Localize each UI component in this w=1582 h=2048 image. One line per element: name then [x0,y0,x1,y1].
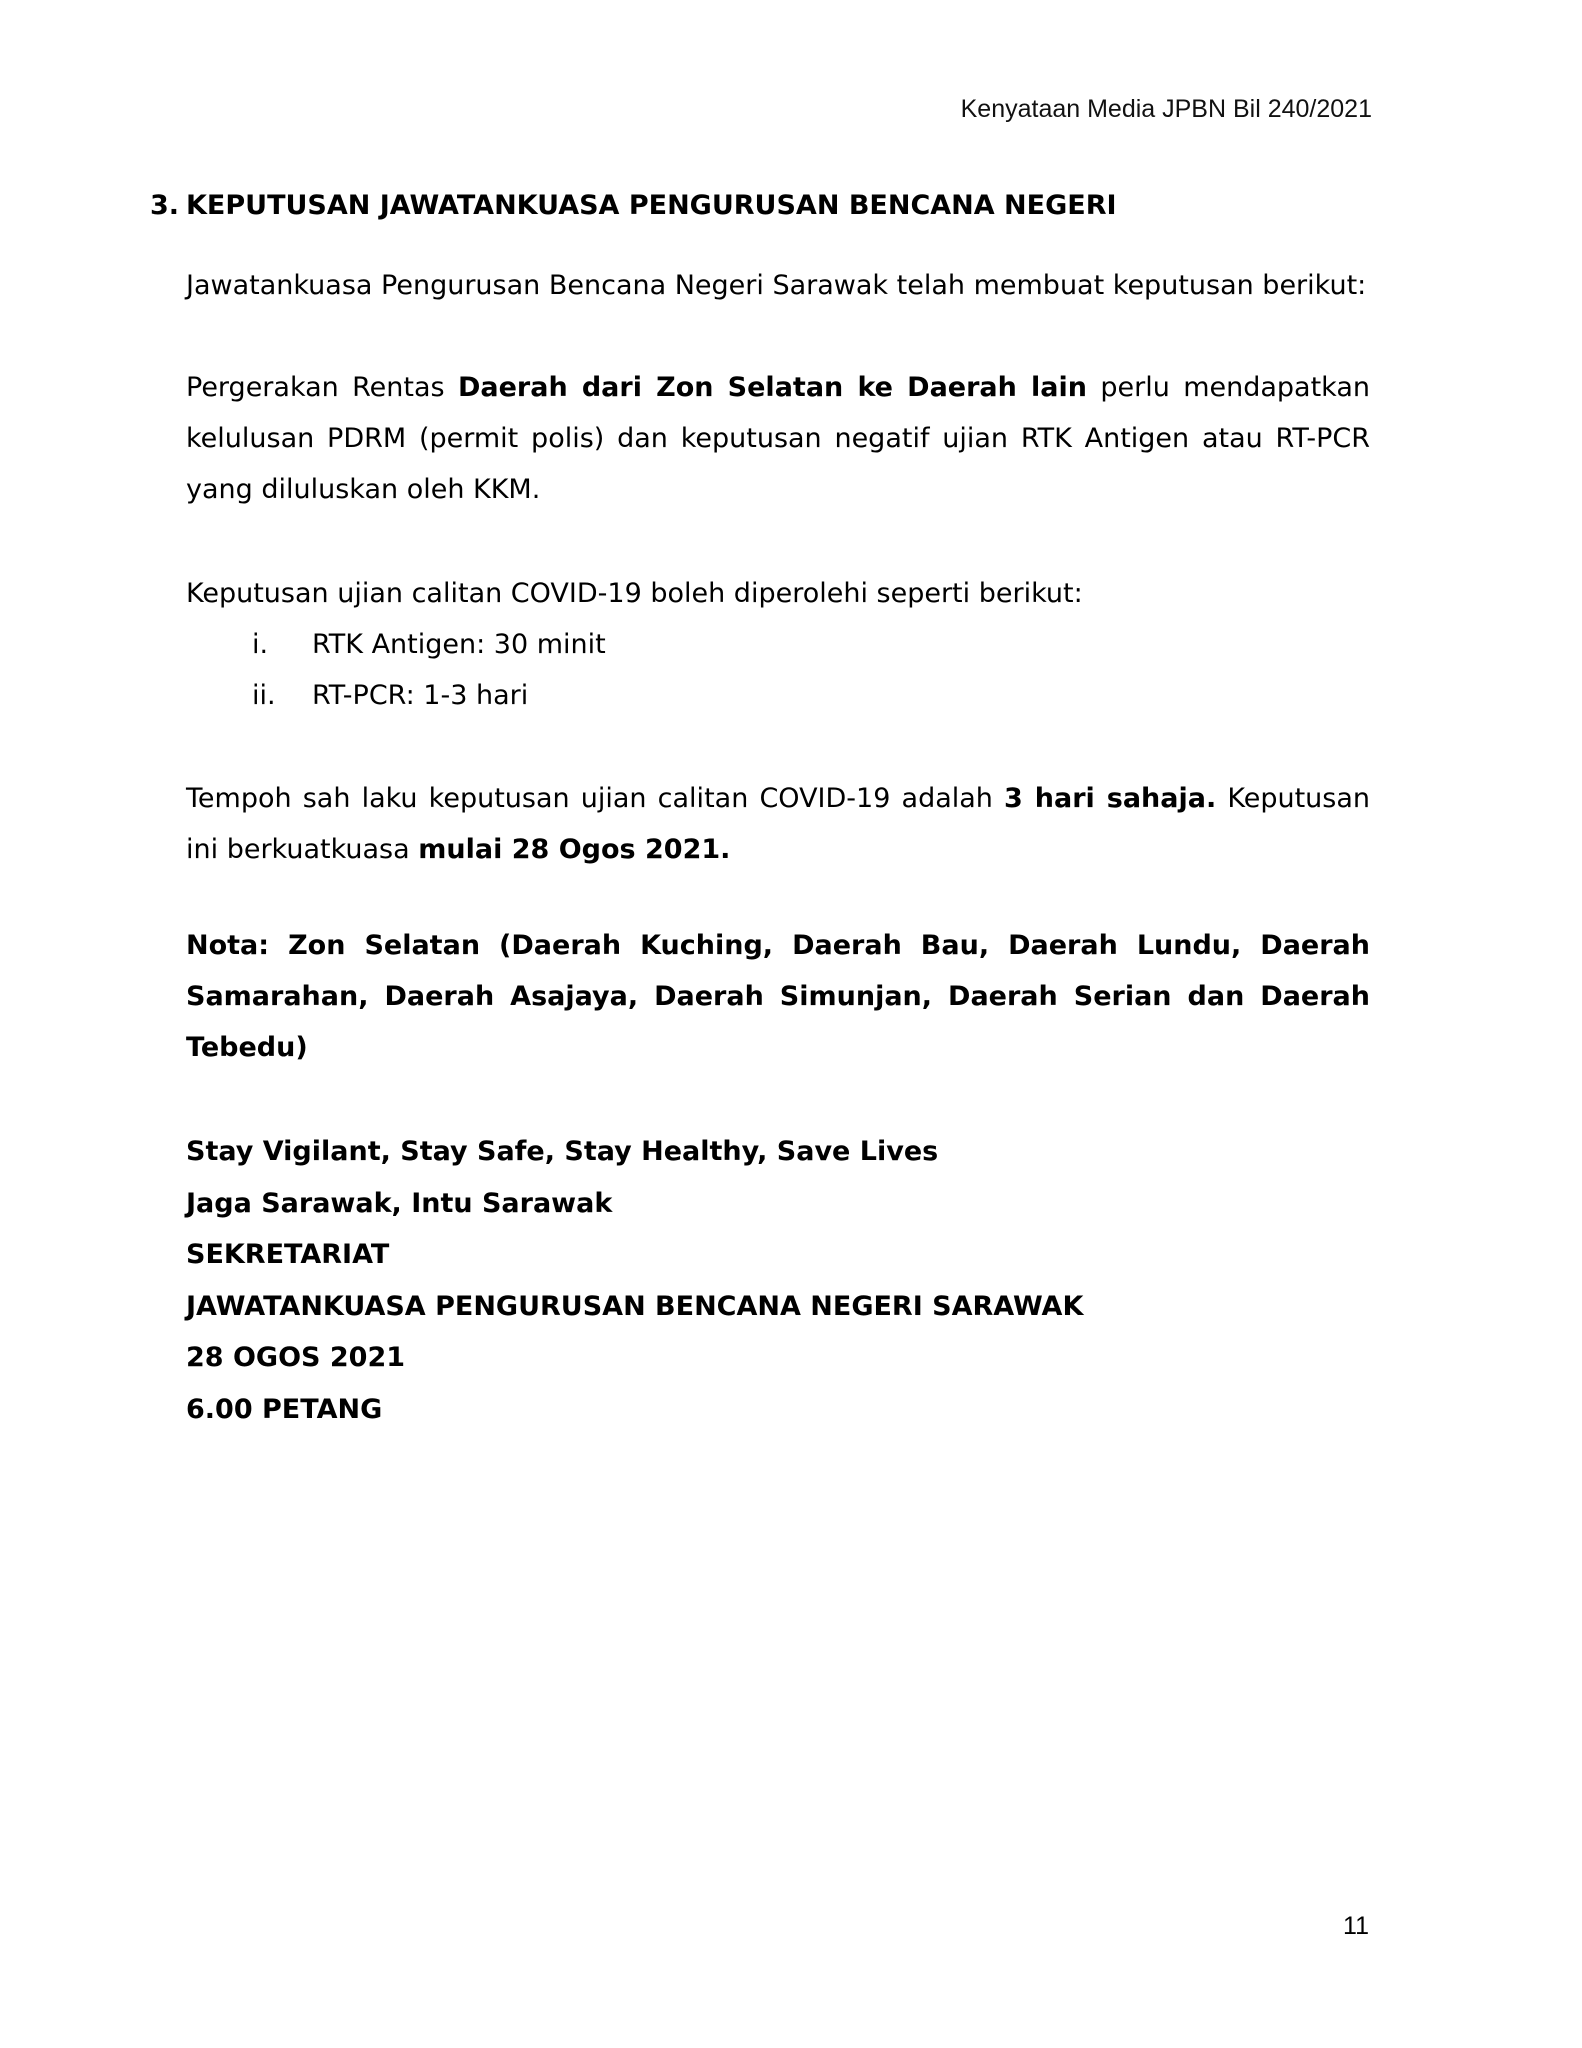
validity-bold-days: 3 hari sahaja. [1004,783,1217,814]
list-marker: ii. [252,680,276,711]
slogan-local: Jaga Sarawak, Intu Sarawak [186,1187,613,1219]
section-number: 3. [150,190,180,221]
list-item-text: RTK Antigen: 30 minit [312,629,606,660]
media-statement-reference: Kenyataan Media JPBN Bil 240/2021 [960,95,1372,123]
validity-middle: Keputusan ini berkuatkuasa [186,783,1370,865]
statement-time: 6.00 PETANG [186,1393,383,1425]
results-list [186,619,1286,721]
movement-prefix: Pergerakan Rentas [186,372,458,403]
note-paragraph: Nota: Zon Selatan (Daerah Kuching, Daerah Bau, Daerah Lundu, Daerah Samarahan, Daerah Asajaya, Daerah Simunjan, Daerah Serian dan Daerah Tebedu) [186,930,1370,1063]
page-number: 11 [1343,1912,1369,1940]
results-intro: Keputusan ujian calitan COVID-19 boleh diperolehi seperti berikut: [186,578,1083,609]
validity-paragraph [186,773,1370,875]
list-item-text: RT-PCR: 1-3 hari [312,680,529,711]
statement-date: 28 OGOS 2021 [186,1342,406,1373]
secretariat-label: SEKRETARIAT [186,1239,390,1270]
list-item [186,670,1286,721]
list-item [186,619,1286,670]
intro-paragraph: Jawatankuasa Pengurusan Bencana Negeri Sarawak telah membuat keputusan berikut: [186,270,1367,301]
list-marker: i. [252,629,269,660]
section-heading [150,190,1370,221]
movement-paragraph [186,362,1370,515]
validity-bold-date: mulai 28 Ogos 2021. [418,834,731,865]
movement-bold: Daerah dari Zon Selatan ke Daerah lain [457,372,1087,403]
section-title: KEPUTUSAN JAWATANKUASA PENGURUSAN BENCANA NEGERI [186,190,1117,221]
movement-suffix: perlu mendapatkan kelulusan PDRM (permit polis) dan keputusan negatif ujian RTK Antigen atau RT-PCR yang diluluskan oleh KKM. [186,372,1370,505]
closing-block [186,1126,1370,1435]
slogan-english: Stay Vigilant, Stay Safe, Stay Healthy, Save Lives [186,1136,939,1167]
validity-prefix: Tempoh sah laku keputusan ujian calitan COVID-19 adalah [186,783,1005,814]
committee-name: JAWATANKUASA PENGURUSAN BENCANA NEGERI SARAWAK [186,1290,1084,1322]
